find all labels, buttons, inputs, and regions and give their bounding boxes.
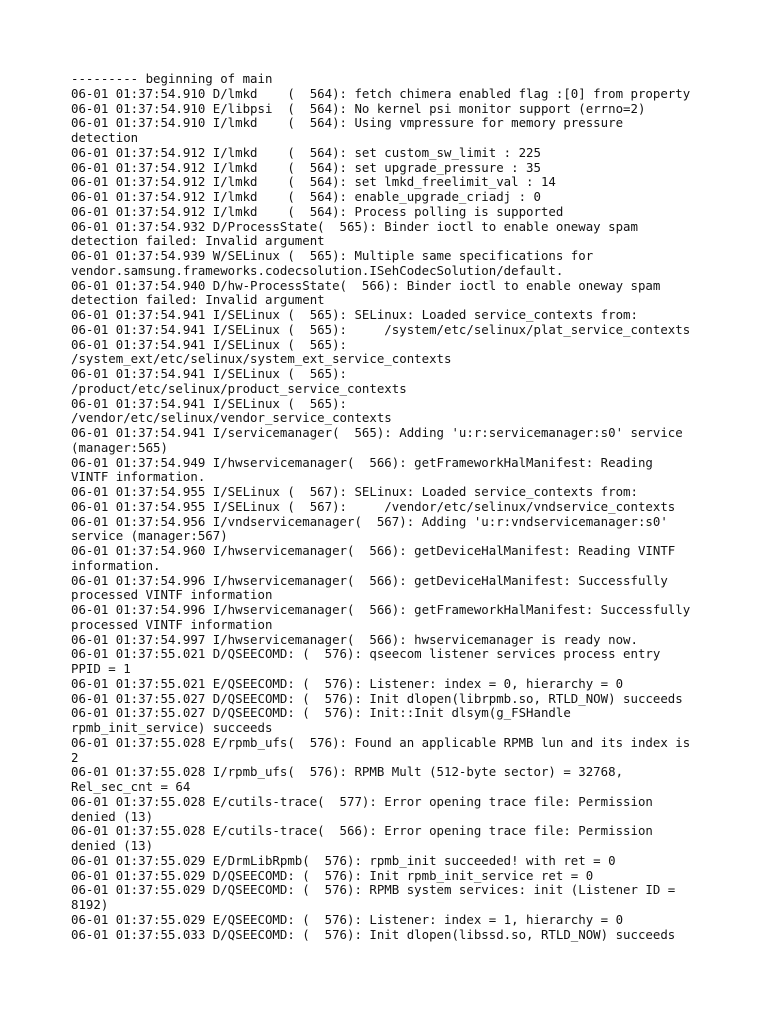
- log-line: information.: [71, 557, 161, 573]
- log-line: --------- beginning of main: [71, 71, 273, 86]
- log-line: 06-01 01:37:54.941 I/SELinux ( 565):: [71, 336, 348, 352]
- log-line: PPID = 1: [71, 661, 131, 676]
- log-line: 06-01 01:37:55.021 E/QSEECOMD: ( 576): Listener: index = 0, hierarchy = 0: [71, 675, 624, 691]
- log-line: 06-01 01:37:54.912 I/lmkd ( 564): set custom_sw_limit : 225: [71, 144, 541, 160]
- log-line: 06-01 01:37:54.932 D/ProcessState( 565): Binder ioctl to enable oneway spam: [71, 218, 638, 234]
- log-line: denied (13): [71, 808, 154, 824]
- log-line: 06-01 01:37:54.912 I/lmkd ( 564): set lmkd_freelimit_val : 14: [71, 174, 556, 190]
- log-line: 06-01 01:37:54.910 E/libpsi ( 564): No kernel psi monitor support (errno=2): [71, 100, 646, 116]
- log-line: 06-01 01:37:54.941 I/SELinux ( 565): /system/etc/selinux/plat_service_contexts: [71, 321, 691, 337]
- log-line: 06-01 01:37:54.955 I/SELinux ( 567): SELinux: Loaded service_contexts from:: [71, 484, 638, 499]
- log-line: /system_ext/etc/selinux/system_ext_service_contexts: [71, 351, 452, 367]
- log-line: 06-01 01:37:55.028 E/cutils-trace( 566): Error opening trace file: Permission: [71, 823, 653, 839]
- log-line: 06-01 01:37:55.021 D/QSEECOMD: ( 576): qseecom listener services process entry: [71, 646, 661, 662]
- log-line: 06-01 01:37:54.996 I/hwservicemanager( 566): getFrameworkHalManifest: Successfully: [71, 602, 691, 617]
- log-line: 06-01 01:37:54.941 I/SELinux ( 565):: [71, 366, 348, 381]
- log-line: 06-01 01:37:54.939 W/SELinux ( 565): Multiple same specifications for: [71, 248, 594, 263]
- log-line: 06-01 01:37:54.910 I/lmkd ( 564): Using vmpressure for memory pressure: [71, 115, 624, 131]
- log-line: VINTF information.: [71, 469, 206, 485]
- log-line: (manager:565): [71, 439, 168, 455]
- log-line: processed VINTF information: [71, 587, 273, 603]
- log-line: 06-01 01:37:55.027 D/QSEECOMD: ( 576): Init dlopen(librpmb.so, RTLD_NOW) succeeds: [71, 690, 683, 706]
- log-line: 06-01 01:37:54.912 I/lmkd ( 564): Process polling is supported: [71, 203, 564, 219]
- log-line: 06-01 01:37:55.028 I/rpmb_ufs( 576): RPMB Mult (512-byte sector) = 32768,: [71, 764, 624, 780]
- log-line: rpmb_init_service) succeeds: [71, 720, 273, 735]
- log-line: 06-01 01:37:54.912 I/lmkd ( 564): set upgrade_pressure : 35: [71, 159, 541, 175]
- log-line: 06-01 01:37:54.997 I/hwservicemanager( 566): hwservicemanager is ready now.: [71, 631, 638, 647]
- log-line: 06-01 01:37:54.996 I/hwservicemanager( 566): getDeviceHalManifest: Successfully: [71, 572, 668, 588]
- log-line: service (manager:567): [71, 528, 228, 544]
- log-line: 06-01 01:37:55.029 E/DrmLibRpmb( 576): rpmb_init succeeded! with ret = 0: [71, 852, 616, 868]
- log-line: 06-01 01:37:54.960 I/hwservicemanager( 566): getDeviceHalManifest: Reading VINTF: [71, 543, 676, 558]
- log-line: 2: [71, 749, 79, 765]
- log-line: detection failed: Invalid argument: [71, 233, 325, 249]
- log-line: 06-01 01:37:54.910 D/lmkd ( 564): fetch chimera enabled flag :[0] from property: [71, 85, 691, 101]
- log-line: 06-01 01:37:54.912 I/lmkd ( 564): enable_upgrade_criadj : 0: [71, 189, 541, 204]
- log-text-block: [71, 72, 711, 942]
- log-line: 06-01 01:37:55.028 E/cutils-trace( 577): Error opening trace file: Permission: [71, 793, 653, 809]
- log-line: /product/etc/selinux/product_service_contexts: [71, 380, 407, 396]
- log-line: 06-01 01:37:55.029 E/QSEECOMD: ( 576): Listener: index = 1, hierarchy = 0: [71, 911, 624, 927]
- log-line: 06-01 01:37:54.941 I/SELinux ( 565):: [71, 395, 348, 411]
- log-line: 06-01 01:37:54.941 I/servicemanager( 565): Adding 'u:r:servicemanager:s0' service: [71, 425, 683, 440]
- log-line: detection failed: Invalid argument: [71, 292, 325, 308]
- log-line: Rel_sec_cnt = 64: [71, 779, 191, 794]
- log-line: /vendor/etc/selinux/vendor_service_contexts: [71, 410, 392, 426]
- log-line: 06-01 01:37:54.955 I/SELinux ( 567): /vendor/etc/selinux/vndservice_contexts: [71, 498, 676, 514]
- log-line: 06-01 01:37:54.949 I/hwservicemanager( 566): getFrameworkHalManifest: Reading: [71, 454, 653, 470]
- log-line: vendor.samsung.frameworks.codecsolution.ISehCodecSolution/default.: [71, 262, 564, 278]
- log-line: 06-01 01:37:54.956 I/vndservicemanager( 567): Adding 'u:r:vndservicemanager:s0': [71, 513, 668, 529]
- log-line: 06-01 01:37:54.941 I/SELinux ( 565): SELinux: Loaded service_contexts from:: [71, 307, 638, 322]
- log-line: 06-01 01:37:55.033 D/QSEECOMD: ( 576): Init dlopen(libssd.so, RTLD_NOW) succeeds: [71, 926, 676, 942]
- log-line: 06-01 01:37:54.940 D/hw-ProcessState( 566): Binder ioctl to enable oneway spam: [71, 277, 661, 293]
- log-line: 8192): [71, 897, 109, 912]
- log-line: 06-01 01:37:55.029 D/QSEECOMD: ( 576): RPMB system services: init (Listener ID =: [71, 882, 676, 898]
- log-line: 06-01 01:37:55.027 D/QSEECOMD: ( 576): Init::Init dlsym(g_FSHandle: [71, 705, 571, 721]
- log-line: detection: [71, 130, 139, 145]
- log-line: denied (13): [71, 838, 154, 853]
- log-line: 06-01 01:37:55.028 E/rpmb_ufs( 576): Found an applicable RPMB lun and its index is: [71, 734, 691, 750]
- log-line: 06-01 01:37:55.029 D/QSEECOMD: ( 576): Init rpmb_init_service ret = 0: [71, 867, 594, 883]
- log-line: processed VINTF information: [71, 616, 273, 632]
